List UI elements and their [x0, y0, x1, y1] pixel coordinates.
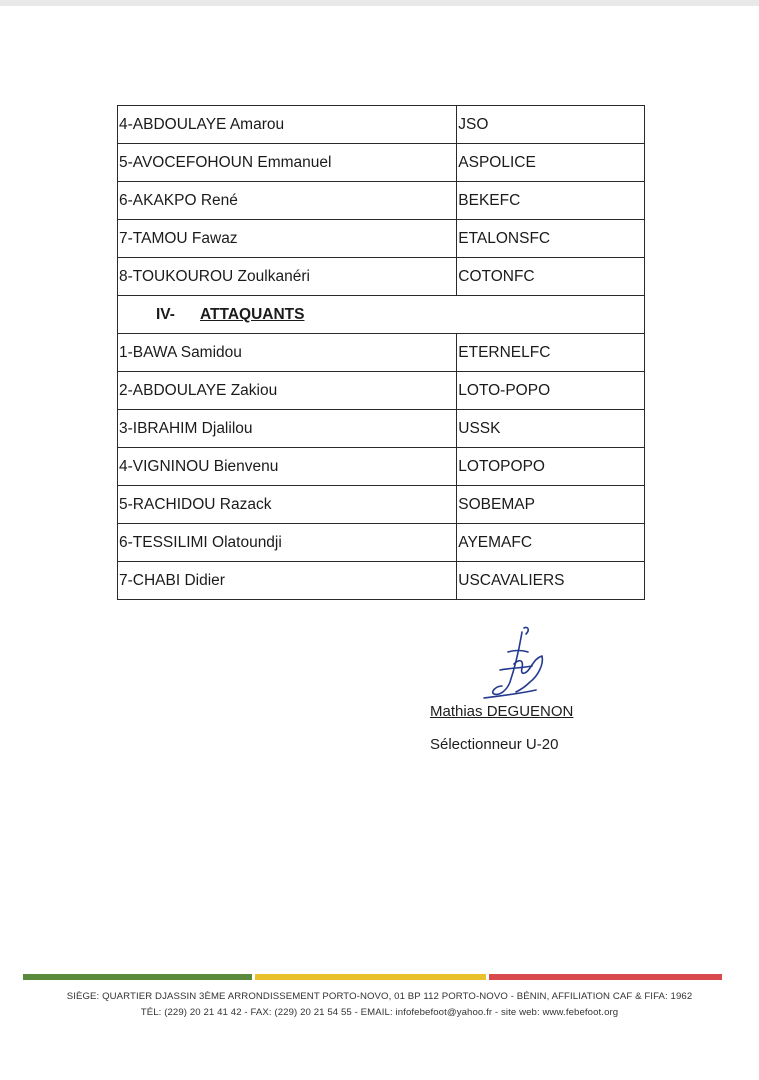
club-name: LOTOPOPO	[457, 448, 645, 486]
footer-address: SIÈGE: QUARTIER DJASSIN 3ÈME ARRONDISSEMENT PORTO-NOVO, 01 BP 112 PORTO-NOVO - BÉNIN, AFFILIATION CAF & FIFA: 1962	[66, 991, 693, 1002]
section-header	[118, 296, 645, 334]
table-row	[118, 486, 645, 524]
player-name: 6-TESSILIMI Olatoundji	[118, 524, 457, 562]
club-name: ETERNELFC	[457, 334, 645, 372]
player-name: 1-BAWA Samidou	[118, 334, 457, 372]
signatory-role: Sélectionneur U-20	[430, 736, 559, 753]
table-row	[118, 562, 645, 600]
roster-table	[117, 105, 645, 600]
club-name: AYEMAFC	[457, 524, 645, 562]
player-name: 6-AKAKPO René	[118, 182, 457, 220]
table-row	[118, 220, 645, 258]
table-row	[118, 524, 645, 562]
table-row	[118, 182, 645, 220]
table-row	[118, 258, 645, 296]
player-name: 2-ABDOULAYE Zakiou	[118, 372, 457, 410]
table-row	[118, 334, 645, 372]
player-name: 7-CHABI Didier	[118, 562, 457, 600]
club-name: ASPOLICE	[457, 144, 645, 182]
table-row	[118, 410, 645, 448]
section-number: IV-	[156, 305, 175, 323]
player-name: 4-ABDOULAYE Amarou	[118, 106, 457, 144]
footer-stripe-yellow	[255, 974, 486, 980]
player-name: 7-TAMOU Fawaz	[118, 220, 457, 258]
club-name: ETALONSFC	[457, 220, 645, 258]
footer-stripe-red	[489, 974, 722, 980]
club-name: USSK	[457, 410, 645, 448]
section-header-row	[118, 296, 645, 334]
section-title: ATTAQUANTS	[200, 305, 305, 323]
player-name: 3-IBRAHIM Djalilou	[118, 410, 457, 448]
club-name: COTONFC	[457, 258, 645, 296]
table-row	[118, 144, 645, 182]
club-name: SOBEMAP	[457, 486, 645, 524]
player-name: 4-VIGNINOU Bienvenu	[118, 448, 457, 486]
footer-stripe-green	[23, 974, 252, 980]
player-name: 5-RACHIDOU Razack	[118, 486, 457, 524]
table-row	[118, 448, 645, 486]
player-name: 5-AVOCEFOHOUN Emmanuel	[118, 144, 457, 182]
club-name: JSO	[457, 106, 645, 144]
club-name: USCAVALIERS	[457, 562, 645, 600]
table-row	[118, 372, 645, 410]
player-name: 8-TOUKOUROU Zoulkanéri	[118, 258, 457, 296]
table-row	[118, 106, 645, 144]
footer-contact: TÉL: (229) 20 21 41 42 - FAX: (229) 20 21 54 55 - EMAIL: infofebefoot@yahoo.fr - site web: www.febefoot.org	[140, 1007, 619, 1018]
club-name: BEKEFC	[457, 182, 645, 220]
signatory-name: Mathias DEGUENON	[430, 703, 574, 720]
document-page	[0, 6, 759, 1080]
club-name: LOTO-POPO	[457, 372, 645, 410]
handwritten-signature	[470, 624, 560, 704]
